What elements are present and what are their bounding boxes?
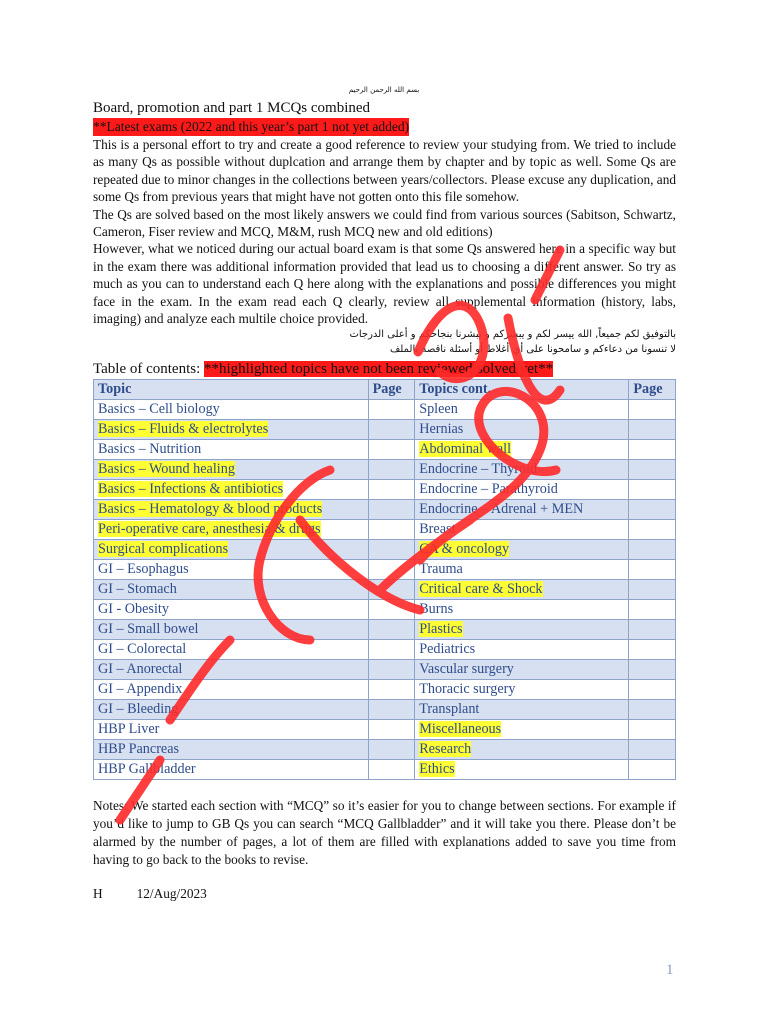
toc-topic-cell: [94, 500, 369, 520]
toc-page-cell: [368, 720, 415, 740]
toc-topic-cont-cell: [415, 660, 629, 680]
toc-topic-text: Abdominal wall: [419, 441, 512, 458]
toc-page-cont-cell: [629, 420, 676, 440]
toc-page-cell: [368, 740, 415, 760]
toc-page-cont-cell: [629, 560, 676, 580]
toc-row: [94, 660, 676, 680]
toc-page-cell: [368, 500, 415, 520]
toc-topic-text: GI – Stomach: [98, 581, 177, 598]
document-title: Board, promotion and part 1 MCQs combined: [93, 100, 371, 116]
toc-topic-text: Basics – Cell biology: [98, 401, 220, 418]
toc-topic-text: Endocrine – Adrenal + MEN: [419, 501, 584, 518]
toc-row: [94, 500, 676, 520]
toc-topic-cont-cell: [415, 540, 629, 560]
toc-topic-cell: [94, 620, 369, 640]
toc-page-cell: [368, 400, 415, 420]
toc-topic-cont-cell: [415, 700, 629, 720]
toc-topic-cont-cell: [415, 580, 629, 600]
toc-topic-text: Burns: [419, 601, 454, 618]
toc-row: [94, 440, 676, 460]
document-date: 12/Aug/2023: [136, 885, 207, 901]
toc-topic-text: GI - Obesity: [98, 601, 169, 618]
toc-row: [94, 400, 676, 420]
toc-topic-cell: [94, 740, 369, 760]
toc-header-page-cont: Page: [629, 380, 676, 400]
page-number: 1: [666, 962, 674, 978]
toc-page-cont-cell: [629, 740, 676, 760]
toc-topic-text: Basics – Hematology & blood products: [98, 501, 323, 518]
toc-row: [94, 640, 676, 660]
toc-topic-cont-cell: [415, 760, 629, 780]
toc-page-cell: [368, 640, 415, 660]
toc-topic-cell: [94, 460, 369, 480]
toc-page-cell: [368, 600, 415, 620]
toc-topic-cont-cell: [415, 520, 629, 540]
toc-topic-text: Basics – Wound healing: [98, 461, 235, 478]
toc-topic-cell: [94, 400, 369, 420]
toc-page-cell: [368, 660, 415, 680]
arabic-request-line: لا تنسونا من دعاءكم و سامحونا على أي أغلاط أو أسئلة ناقصة بالملف: [389, 344, 676, 356]
toc-header-row: [94, 380, 676, 400]
toc-topic-text: Peri-operative care, anesthesia & drugs: [98, 521, 321, 538]
toc-topic-cell: [94, 640, 369, 660]
toc-topic-text: HBP Pancreas: [98, 741, 180, 758]
toc-topic-text: Basics – Nutrition: [98, 441, 202, 458]
toc-row: [94, 760, 676, 780]
toc-row: [94, 460, 676, 480]
toc-topic-text: CA & oncology: [419, 541, 510, 558]
toc-topic-text: Vascular surgery: [419, 661, 514, 678]
toc-row: [94, 480, 676, 500]
toc-topic-text: HBP Gallbladder: [98, 761, 196, 778]
toc-row: [94, 620, 676, 640]
intro-paragraph: However, what we noticed during our actual board exam is that some Qs answered here in a specific way but in the exam there was additional information provided that lead us to choosing a different answer. So try as much as you can to understand each Q here along with the explanations and possible differences you might face in the exam. In the exam read each Q clearly, review all supplemental information (history, labs, imaging) and analyze each multile choice provided.: [93, 241, 676, 327]
toc-page-cell: [368, 760, 415, 780]
toc-topic-cont-cell: [415, 460, 629, 480]
toc-topic-text: Endocrine – Thyroid: [419, 461, 538, 478]
toc-topic-cell: [94, 660, 369, 680]
toc-page-cont-cell: [629, 400, 676, 420]
toc-topic-cell: [94, 560, 369, 580]
toc-page-cont-cell: [629, 760, 676, 780]
toc-page-cell: [368, 460, 415, 480]
toc-topic-text: Miscellaneous: [419, 721, 502, 738]
toc-topic-text: Surgical complications: [98, 541, 229, 558]
arabic-blessing-line: بالتوفيق لكم جميعاً, الله ييسر لكم و يبشركم و يبشرنا بنجاحكم و أعلى الدرجات: [349, 329, 676, 341]
toc-topic-text: HBP Liver: [98, 721, 160, 738]
toc-topic-cont-cell: [415, 480, 629, 500]
toc-row: [94, 720, 676, 740]
toc-topic-text: Breast: [419, 521, 456, 538]
toc-page-cont-cell: [629, 460, 676, 480]
toc-topic-text: Basics – Fluids & electrolytes: [98, 421, 269, 438]
toc-page-cell: [368, 540, 415, 560]
toc-topic-cont-cell: [415, 500, 629, 520]
toc-topic-text: GI – Anorectal: [98, 661, 183, 678]
toc-topic-text: Thoracic surgery: [419, 681, 516, 698]
toc-topic-text: GI – Colorectal: [98, 641, 187, 658]
toc-page-cont-cell: [629, 640, 676, 660]
toc-topic-text: Transplant: [419, 701, 480, 718]
toc-topic-text: GI – Small bowel: [98, 621, 199, 638]
toc-topic-text: Pediatrics: [419, 641, 476, 658]
intro-paragraph: The Qs are solved based on the most likely answers we could find from various sources (Sabitson, Schwartz, Cameron, Fiser review and MCQ, M&M, rush MCQ new and old editions): [93, 206, 676, 240]
toc-topic-text: Research: [419, 741, 472, 758]
toc-page-cell: [368, 700, 415, 720]
toc-topic-cont-cell: [415, 640, 629, 660]
toc-topic-text: GI – Appendix: [98, 681, 183, 698]
toc-topic-cell: [94, 540, 369, 560]
toc-highlight-note: **highlighted topics have not been reviewed/solved yet**: [204, 361, 554, 378]
toc-topic-cont-cell: [415, 400, 629, 420]
toc-page-cont-cell: [629, 620, 676, 640]
toc-topic-cell: [94, 480, 369, 500]
toc-page-cont-cell: [629, 440, 676, 460]
toc-topic-cont-cell: [415, 720, 629, 740]
toc-page-cont-cell: [629, 720, 676, 740]
toc-topic-cell: [94, 440, 369, 460]
toc-topic-cell: [94, 420, 369, 440]
toc-topic-cell: [94, 600, 369, 620]
toc-topic-cont-cell: [415, 420, 629, 440]
toc-page-cont-cell: [629, 580, 676, 600]
bismillah-line: بسم الله الرحمن الرحيم: [348, 86, 420, 94]
toc-header-topic: Topic: [94, 380, 369, 400]
author-initial: H: [93, 885, 103, 901]
table-of-contents: [93, 379, 676, 780]
toc-label: Table of contents:: [93, 361, 204, 378]
toc-topic-text: Plastics: [419, 621, 463, 638]
toc-row: [94, 580, 676, 600]
toc-topic-text: Trauma: [419, 561, 463, 578]
toc-topic-cont-cell: [415, 680, 629, 700]
intro-section: [93, 136, 676, 357]
toc-topic-cont-cell: [415, 440, 629, 460]
toc-topic-text: GI – Bleeding: [98, 701, 179, 718]
toc-page-cell: [368, 480, 415, 500]
toc-topic-cont-cell: [415, 600, 629, 620]
toc-row: [94, 540, 676, 560]
toc-row: [94, 560, 676, 580]
latest-exams-banner: **Latest exams (2022 and this year’s part 1 not yet added): [93, 119, 410, 134]
toc-topic-text: Endocrine – Parathyroid: [419, 481, 558, 498]
toc-topic-cont-cell: [415, 740, 629, 760]
toc-page-cont-cell: [629, 540, 676, 560]
page-content: [93, 99, 676, 902]
notes-paragraph: Notes: We started each section with “MCQ” so it’s easier for you to change between sections. For example if you’d like to jump to GB Qs you can search “MCQ Gallbladder” and it will take you there. Please don’t be alarmed by the number of pages, a lot of them are filled with explanations added to save you time from having to go back to the books to revise.: [93, 798, 676, 867]
toc-topic-text: Ethics: [419, 761, 455, 778]
toc-row: [94, 520, 676, 540]
toc-row: [94, 700, 676, 720]
toc-page-cont-cell: [629, 520, 676, 540]
toc-topic-text: GI – Esophagus: [98, 561, 189, 578]
toc-page-cell: [368, 420, 415, 440]
toc-row: [94, 600, 676, 620]
toc-heading: [93, 360, 676, 378]
toc-header-page: Page: [368, 380, 415, 400]
toc-page-cell: [368, 680, 415, 700]
toc-page-cell: [368, 580, 415, 600]
toc-topic-cell: [94, 720, 369, 740]
toc-page-cont-cell: [629, 480, 676, 500]
toc-topic-text: Hernias: [419, 421, 464, 438]
toc-page-cont-cell: [629, 700, 676, 720]
toc-page-cell: [368, 560, 415, 580]
toc-topic-text: Spleen: [419, 401, 458, 418]
toc-topic-cell: [94, 580, 369, 600]
toc-topic-text: Critical care & Shock: [419, 581, 543, 598]
toc-topic-cell: [94, 680, 369, 700]
toc-row: [94, 680, 676, 700]
toc-page-cont-cell: [629, 660, 676, 680]
toc-topic-cont-cell: [415, 620, 629, 640]
toc-row: [94, 740, 676, 760]
toc-header-topics-cont: Topics cont.: [415, 380, 629, 400]
toc-page-cell: [368, 620, 415, 640]
toc-page-cell: [368, 440, 415, 460]
toc-page-cont-cell: [629, 600, 676, 620]
toc-page-cont-cell: [629, 500, 676, 520]
toc-row: [94, 420, 676, 440]
toc-topic-cell: [94, 520, 369, 540]
signature-line: [93, 886, 676, 902]
toc-topic-text: Basics – Infections & antibiotics: [98, 481, 284, 498]
toc-topic-cell: [94, 700, 369, 720]
toc-page-cell: [368, 520, 415, 540]
toc-topic-cell: [94, 760, 369, 780]
toc-topic-cont-cell: [415, 560, 629, 580]
intro-paragraph: This is a personal effort to try and create a good reference to review your studying from. We tried to include as many Qs as possible without duplcation and arrange them by chapter and by topic as well. Some Qs are repeated due to minor changes in the collections between years/collectors. Please excuse any duplication, and some Qs from previous years that might have not gotten onto this file somehow.: [93, 137, 676, 205]
toc-page-cont-cell: [629, 680, 676, 700]
